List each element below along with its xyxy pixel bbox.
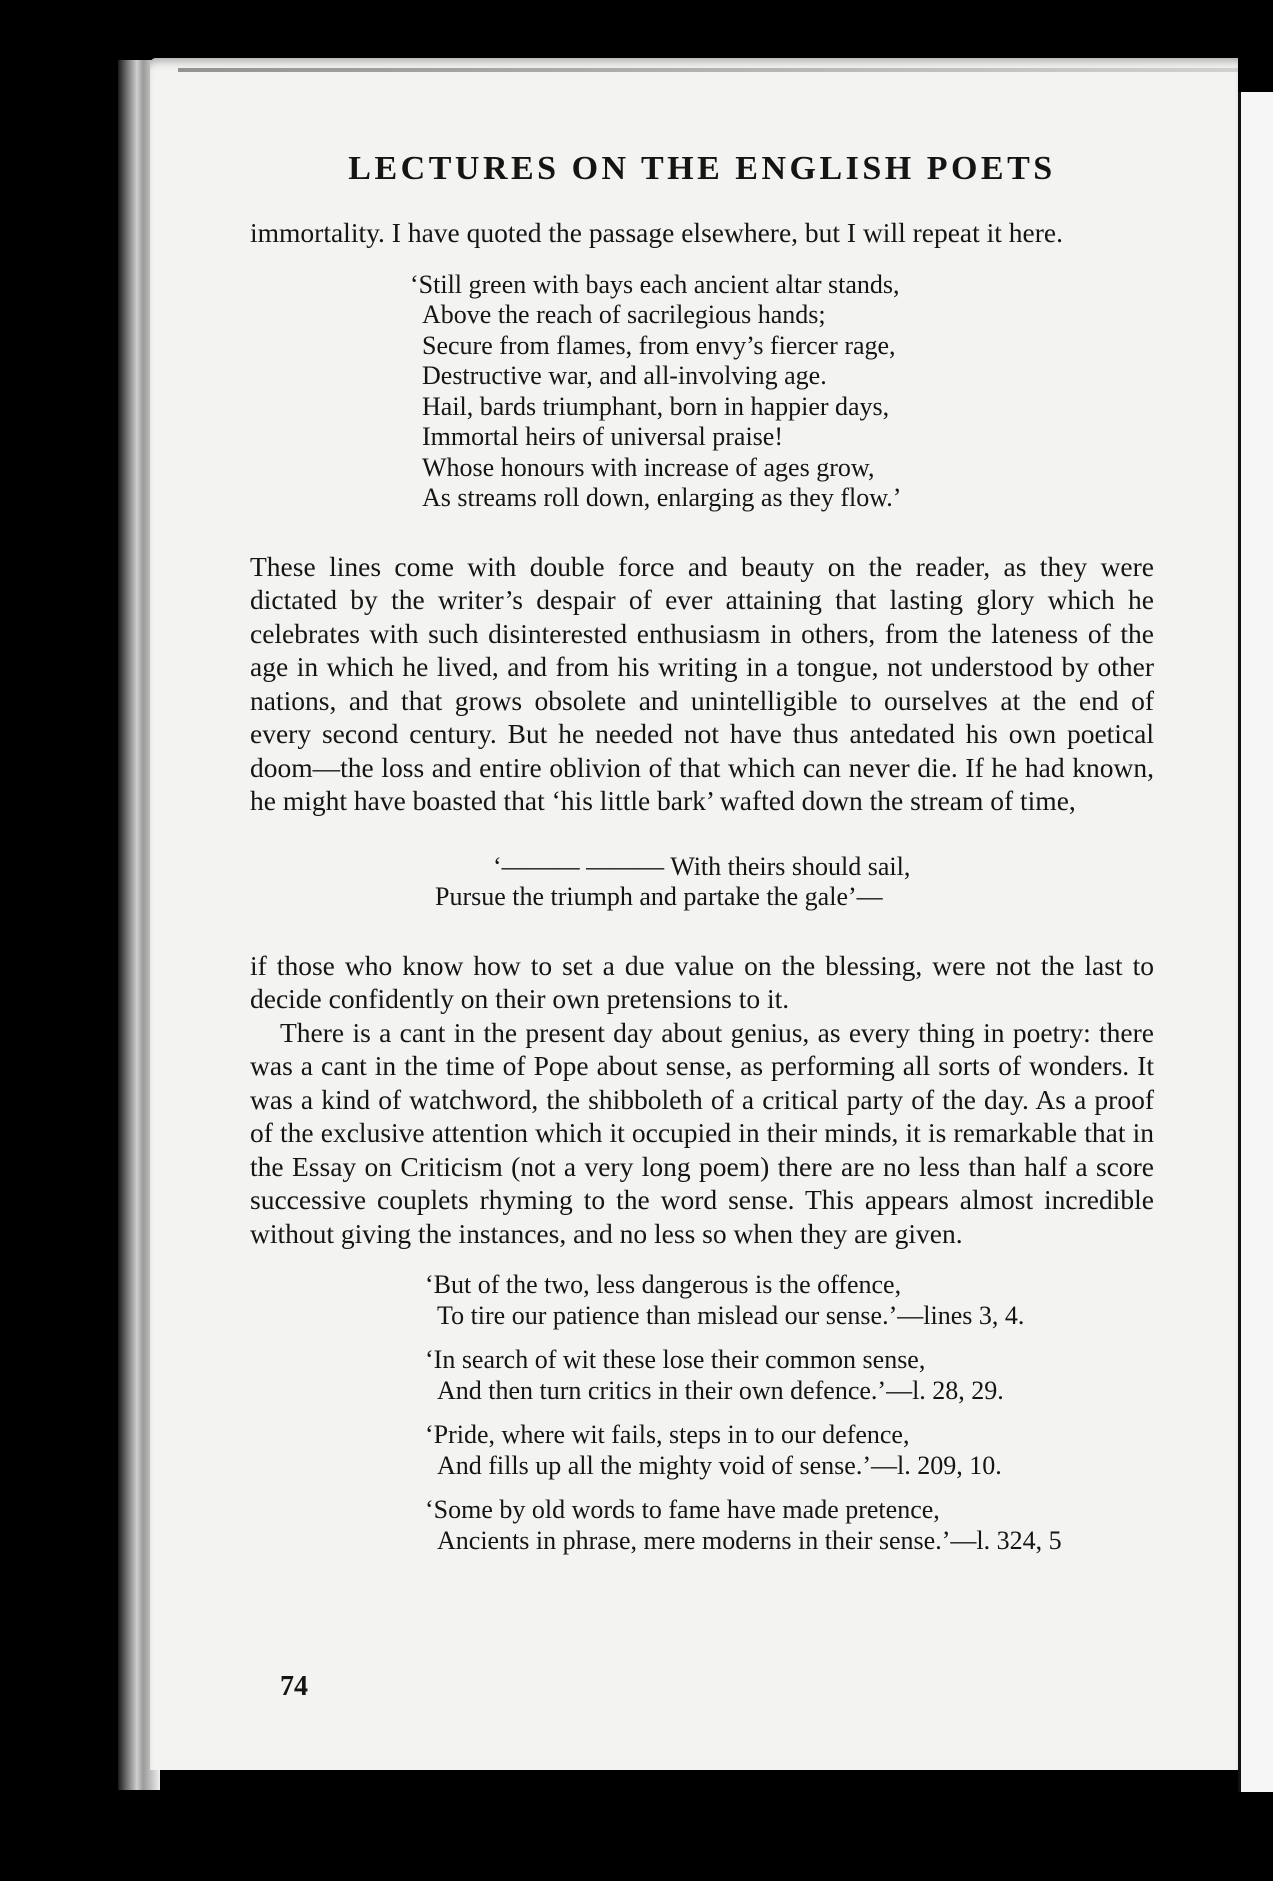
paragraph: if those who know how to set a due value on the blessing, were not the last to decide confidently on their own pretensions to it.	[250, 949, 1154, 1014]
couplet-list	[425, 1270, 1154, 1556]
couplet	[425, 1495, 1154, 1556]
couplet	[425, 1345, 1154, 1406]
page-top-edge	[178, 68, 1238, 72]
verse-line: And fills up all the mighty void of sense.’—l. 209, 10.	[437, 1450, 1002, 1480]
verse-line: As streams roll down, enlarging as they flow.’	[422, 483, 902, 512]
verse-line: ‘In search of wit these lose their common sense,	[425, 1345, 926, 1374]
running-head: LECTURES ON THE ENGLISH POETS	[348, 150, 1056, 187]
paragraph: These lines come with double force and beauty on the reader, as they were dictated by the writer’s despair of ever attaining that lasting glory which he celebrates with such disinterested enthusiasm in others, from the lateness of the age in which he lived, and from his writing in a tongue, not understood by other nations, and that grows obsolete and unintelligible to ourselves at the end of every second century. But he needed not have thus antedated his own poetical doom—the loss and entire oblivion of that which can never die. If he had known, he might have boasted that ‘his little bark’ wafted down the stream of time,	[250, 550, 1154, 816]
couplet	[425, 1420, 1154, 1481]
verse-line: ‘But of the two, less dangerous is the offence,	[425, 1270, 902, 1299]
couplet	[425, 1270, 1154, 1331]
verse-line: ‘Pride, where wit fails, steps in to our defence,	[425, 1420, 910, 1449]
verse-line: And then turn critics in their own defence.’—l. 28, 29.	[437, 1375, 1004, 1405]
paragraph: There is a cant in the present day about genius, as every thing in poetry: there was a cant in the time of Pope about sense, as performing all sorts of wonders. It was a kind of watchword, the shibboleth of a critical party of the day. As a proof of the exclusive attention which it occupied in their minds, it is remarkable that in the Essay on Criticism (not a very long poem) there are no less than half a score successive couplets rhyming to the word sense. This appears almost incredible without giving the instances, and no less so when they are given.	[250, 1016, 1154, 1249]
page-content	[250, 150, 1154, 1570]
verse-line: Whose honours with increase of ages grow,	[422, 452, 875, 482]
verse-line: Destructive war, and all-involving age.	[422, 361, 827, 390]
verse-line: Ancients in phrase, mere moderns in their sense.’—l. 324, 5	[437, 1525, 1062, 1555]
paragraph: immortality. I have quoted the passage elsewhere, but I will repeat it here.	[250, 217, 1063, 248]
facing-page-edge	[1238, 92, 1273, 1792]
verse-line: ‘Some by old words to fame have made pretence,	[425, 1495, 940, 1524]
verse-line: Secure from flames, from envy’s fiercer rage,	[422, 330, 896, 360]
verse-line: Hail, bards triumphant, born in happier days,	[422, 391, 890, 421]
verse-line: Immortal heirs of universal praise!	[422, 422, 783, 451]
page-number: 74	[280, 1671, 308, 1702]
verse-line: Pursue the triumph and partake the gale’—	[435, 882, 883, 911]
verse-quotation	[410, 270, 1154, 514]
verse-line: Above the reach of sacrilegious hands;	[422, 300, 826, 329]
verse-quotation	[435, 852, 1154, 913]
verse-line: ‘——— ——— With theirs should sail,	[493, 851, 911, 881]
verse-line: To tire our patience than mislead our sense.’—lines 3, 4.	[437, 1300, 1025, 1330]
verse-line: ‘Still green with bays each ancient altar stands,	[410, 269, 900, 299]
